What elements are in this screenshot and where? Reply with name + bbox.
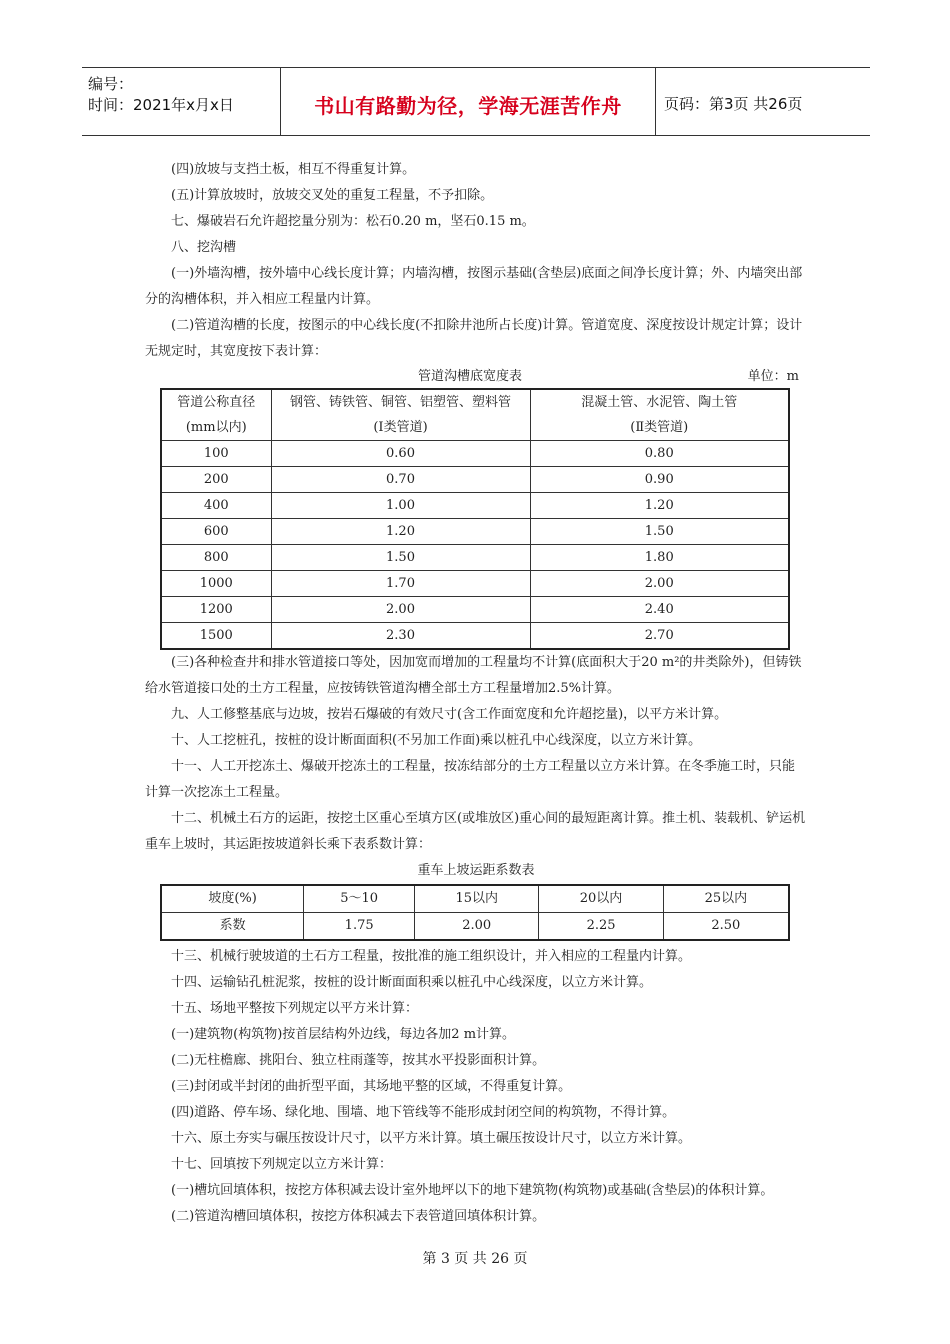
table-cell: 2.30	[271, 623, 530, 650]
table-cell: 2.70	[530, 623, 789, 650]
table-cell: 2.50	[663, 913, 789, 941]
table-cell: 5～10	[304, 885, 415, 913]
paragraph: 十一、人工开挖冻土、爆破开挖冻土的工程量，按冻结部分的土方工程量以立方米计算。在冬季施工时，只能计算一次挖冻土工程量。	[145, 759, 796, 800]
header-motto: 书山有路勤为径，学海无涯苦作舟	[314, 94, 622, 118]
table-row	[161, 493, 789, 519]
paragraph: 十、人工挖桩孔，按桩的设计断面面积(不另加工作面)乘以桩孔中心线深度，以立方米计算。	[171, 733, 702, 748]
slope-coefficient-table	[160, 884, 790, 941]
table-cell: 1000	[161, 571, 271, 597]
table-cell: 0.80	[530, 441, 789, 467]
paragraph: 十七、回填按下列规定以立方米计算：	[171, 1157, 393, 1172]
paragraph: (一)槽坑回填体积，按挖方体积减去设计室外地坪以下的地下建筑物(构筑物)或基础(含垫层)的体积计算。	[171, 1183, 774, 1198]
table-header-row	[161, 389, 789, 441]
header-divider	[655, 68, 656, 136]
table-cell: 1200	[161, 597, 271, 623]
table-cell: 1.20	[530, 493, 789, 519]
table-row	[161, 441, 789, 467]
table-cell: 100	[161, 441, 271, 467]
table-cell: 15以内	[415, 885, 539, 913]
table-cell: 1.70	[271, 571, 530, 597]
table-cell: 1.75	[304, 913, 415, 941]
paragraph: (五)计算放坡时，放坡交叉处的重复工程量，不予扣除。	[171, 188, 494, 203]
paragraph: 十六、原土夯实与碾压按设计尺寸，以平方米计算。填土碾压按设计尺寸，以立方米计算。	[171, 1131, 692, 1146]
table-cell: 坡度(%)	[161, 885, 304, 913]
table-header-cell: 管道公称直径 (mm以内)	[161, 389, 271, 441]
header-time-label: 时间：2021年x月x日	[88, 96, 234, 114]
table-cell: 系数	[161, 913, 304, 941]
paragraph: (三)各种检查井和排水管道接口等处，因加宽而增加的工程量均不计算(底面积大于20 m²的井类除外)，但铸铁给水管道接口处的土方工程量，应按铸铁管道沟槽全部土方工程量增加2.5%计算。	[145, 655, 802, 696]
table-header-cell: 钢管、铸铁管、铜管、铝塑管、塑料管 (Ⅰ类管道)	[271, 389, 530, 441]
table-title: 管道沟槽底宽度表	[417, 369, 522, 384]
table-header-cell: 混凝土管、水泥管、陶土管 (Ⅱ类管道)	[530, 389, 789, 441]
paragraph: (二)无柱檐廊、挑阳台、独立柱雨蓬等，按其水平投影面积计算。	[171, 1053, 546, 1068]
paragraph: (二)管道沟槽的长度，按图示的中心线长度(不扣除井池所占长度)计算。管道宽度、深度按设计规定计算；设计无规定时，其宽度按下表计算：	[145, 318, 803, 359]
table-cell: 600	[161, 519, 271, 545]
table-row	[161, 545, 789, 571]
header-page-label: 页码：第3页 共26页	[664, 95, 803, 113]
table-row	[161, 519, 789, 545]
table-cell: 0.60	[271, 441, 530, 467]
trench-width-table	[160, 388, 790, 650]
paragraph: 九、人工修整基底与边坡，按岩石爆破的有效尺寸(含工作面宽度和允许超挖量)，以平方米计算。	[171, 707, 728, 722]
table-cell: 1.20	[271, 519, 530, 545]
table-unit: 单位：m	[747, 369, 799, 384]
table-cell: 200	[161, 467, 271, 493]
table-cell: 25以内	[663, 885, 789, 913]
document-body	[145, 157, 807, 1230]
table-cell: 1.00	[271, 493, 530, 519]
paragraph: 八、挖沟槽	[171, 240, 237, 255]
table-row	[161, 571, 789, 597]
table-cell: 2.00	[415, 913, 539, 941]
paragraph: (一)建筑物(构筑物)按首层结构外边线，每边各加2 m计算。	[171, 1027, 516, 1042]
table-row	[161, 597, 789, 623]
paragraph: (二)管道沟槽回填体积，按挖方体积减去下表管道回填体积计算。	[171, 1209, 546, 1224]
table-cell: 2.00	[271, 597, 530, 623]
table-cell: 0.90	[530, 467, 789, 493]
table-row	[161, 885, 789, 913]
page-header	[82, 67, 870, 136]
table-cell: 2.40	[530, 597, 789, 623]
table-caption	[145, 366, 807, 388]
header-number-label: 编号：	[88, 75, 134, 93]
paragraph: 十四、运输钻孔桩泥浆，按桩的设计断面面积乘以桩孔中心线深度，以立方米计算。	[171, 975, 653, 990]
paragraph: 七、爆破岩石允许超挖量分别为：松石0.20 m，坚石0.15 m。	[171, 214, 535, 229]
table-cell: 1500	[161, 623, 271, 650]
table-cell: 20以内	[539, 885, 663, 913]
table-cell: 800	[161, 545, 271, 571]
paragraph: 十五、场地平整按下列规定以平方米计算：	[171, 1001, 419, 1016]
table-cell: 1.50	[530, 519, 789, 545]
paragraph: (四)放坡与支挡土板，相互不得重复计算。	[171, 162, 416, 177]
table-row	[161, 623, 789, 650]
paragraph: (三)封闭或半封闭的曲折型平面，其场地平整的区域，不得重复计算。	[171, 1079, 572, 1094]
table-cell: 2.25	[539, 913, 663, 941]
paragraph: (一)外墙沟槽，按外墙中心线长度计算；内墙沟槽，按图示基础(含垫层)底面之间净长度计算；外、内墙突出部分的沟槽体积，并入相应工程量内计算。	[145, 266, 803, 307]
table-cell: 400	[161, 493, 271, 519]
table-row	[161, 913, 789, 941]
page-footer: 第 3 页 共 26 页	[422, 1251, 528, 1267]
table-title: 重车上坡运距系数表	[417, 863, 535, 878]
table-row	[161, 467, 789, 493]
paragraph: 十二、机械土石方的运距，按挖土区重心至填方区(或堆放区)重心间的最短距离计算。推土机、装载机、铲运机重车上坡时，其运距按坡道斜长乘下表系数计算：	[145, 811, 806, 852]
table-cell: 1.80	[530, 545, 789, 571]
table-cell: 1.50	[271, 545, 530, 571]
paragraph: 十三、机械行驶坡道的土石方工程量，按批准的施工组织设计，并入相应的工程量内计算。	[171, 949, 692, 964]
table-cell: 0.70	[271, 467, 530, 493]
paragraph: (四)道路、停车场、绿化地、围墙、地下管线等不能形成封闭空间的构筑物，不得计算。	[171, 1105, 676, 1120]
header-meta	[88, 74, 234, 116]
table-cell: 2.00	[530, 571, 789, 597]
